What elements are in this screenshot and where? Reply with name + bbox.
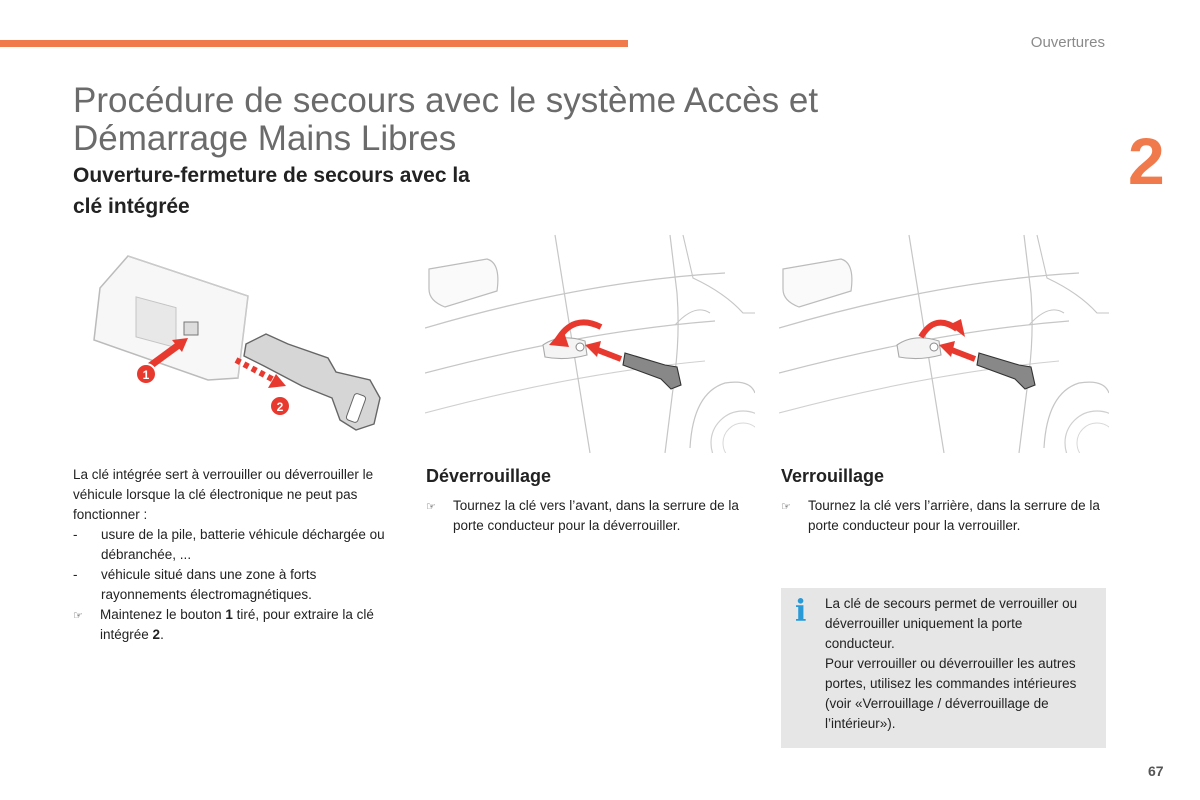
page-number: 67 (1148, 763, 1164, 779)
header-accent-bar (0, 40, 628, 47)
key-number: 2 (152, 627, 161, 642)
pointing-hand-icon: ☞ (781, 501, 791, 513)
lock-step (781, 496, 1111, 536)
key-fob-illustration (88, 248, 398, 443)
info-text (825, 594, 1095, 734)
unlock-step (426, 496, 761, 536)
chapter-number: 2 (1128, 124, 1165, 198)
pointing-hand-icon: ☞ (426, 501, 436, 513)
action-step (73, 605, 393, 645)
list-item (73, 565, 393, 605)
action-text-part: tiré, pour extraire la clé intégrée (100, 607, 374, 642)
action-text (100, 605, 393, 645)
lock-section (781, 465, 1111, 536)
dash-marker: - (73, 567, 78, 582)
section-label: Ouvertures (1030, 34, 1105, 51)
unlock-text: Tournez la clé vers l’avant, dans la serrure de la porte conducteur pour la déverrouiller. (453, 498, 739, 533)
list-item (73, 525, 393, 565)
lock-heading: Verrouillage (781, 466, 885, 486)
section-subtitle: Ouverture-fermeture de secours avec la clé intégrée (73, 164, 470, 218)
page-title: Procédure de secours avec le système Accès et Démarrage Mains Libres (73, 81, 819, 158)
callout-2: 2 (276, 400, 284, 414)
callout-1: 1 (142, 368, 150, 382)
door-lock-illustration (779, 233, 1109, 453)
dash-marker: - (73, 527, 78, 542)
action-text-part: Maintenez le bouton (100, 607, 226, 622)
intro-column (73, 465, 393, 645)
info-box (781, 588, 1106, 748)
info-icon: i (795, 594, 807, 629)
intro-text: La clé intégrée sert à verrouiller ou déverrouiller le véhicule lorsque la clé électronique ne peut pas fonctionner : (73, 467, 374, 522)
list-item-text: véhicule situé dans une zone à forts rayonnements électromagnétiques. (101, 567, 317, 602)
unlock-heading: Déverrouillage (426, 466, 552, 486)
info-line: Pour verrouiller ou déverrouiller les autres portes, utilisez les commandes intérieures (voir «Verrouillage / déverrouillage de l’intérieur»). (825, 656, 1077, 731)
button-number: 1 (225, 607, 233, 622)
lock-text: Tournez la clé vers l’arrière, dans la serrure de la porte conducteur pour la verrouiller. (808, 498, 1100, 533)
pointing-hand-icon: ☞ (73, 610, 83, 622)
door-unlock-illustration (425, 233, 755, 453)
action-text-part: . (160, 627, 164, 642)
list-item-text: usure de la pile, batterie véhicule déchargée ou débranchée, ... (101, 527, 385, 562)
info-line: La clé de secours permet de verrouiller ou déverrouiller uniquement la porte conducteur. (825, 596, 1078, 651)
unlock-section (426, 465, 761, 536)
